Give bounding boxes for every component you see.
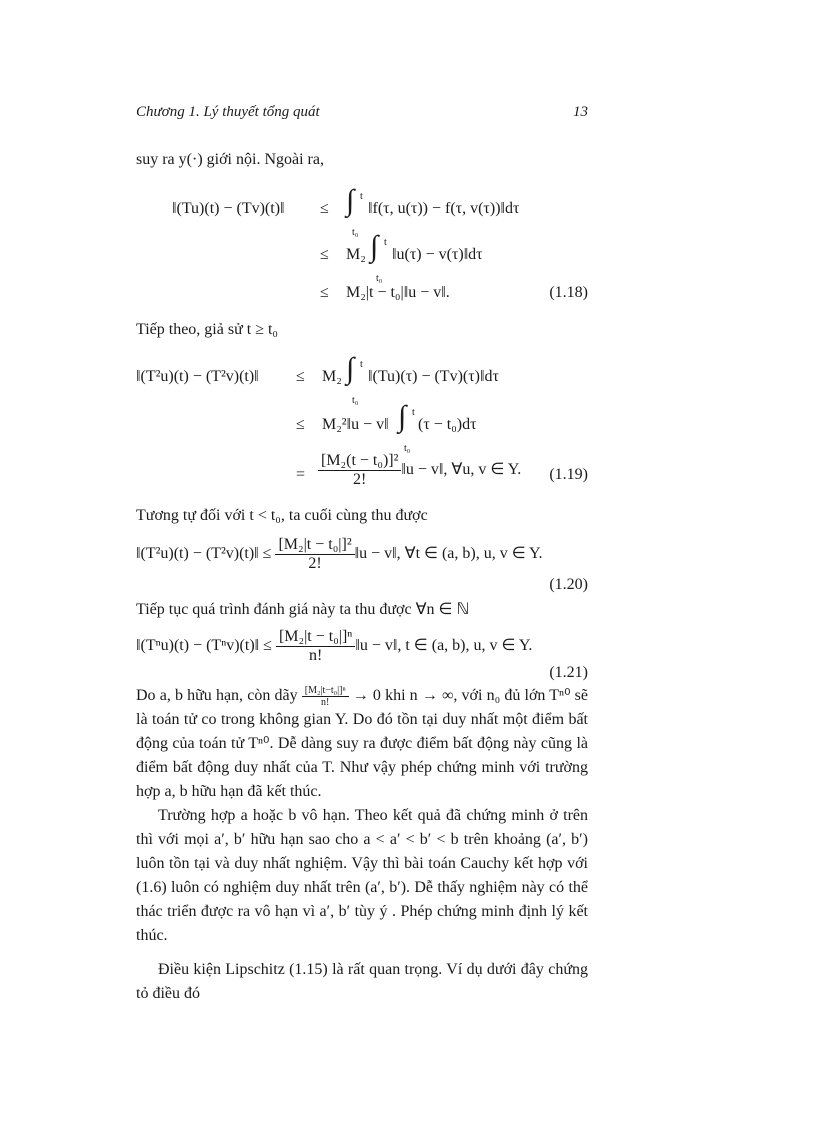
chapter-title: Chương 1. Lý thuyết tổng quát: [136, 104, 320, 120]
integral-sign: ∫: [346, 352, 355, 385]
integral-upper: t: [384, 237, 387, 248]
integral-lower: t₀: [352, 227, 359, 238]
eq-119-rel-3: =: [296, 466, 306, 483]
integral-lower: t₀: [352, 395, 359, 406]
eq-121-lhs: ‖(Tⁿu)(t) − (Tⁿv)(t)‖ ≤: [136, 637, 272, 655]
page-number: 13: [573, 104, 588, 120]
integral-lower: t₀: [376, 273, 383, 284]
eq-label-1-19: (1.19): [549, 466, 588, 483]
frac-numerator: [M₂(t − t₀)]²: [318, 452, 401, 471]
eq-120-lhs: ‖(T²u)(t) − (T²v)(t)‖ ≤: [136, 545, 272, 563]
eq-120-body: [136, 536, 543, 573]
para-5-rest: → 0 khi n → ∞, với n₀ đủ lớn Tⁿ⁰ sẽ là toán tử co trong không gian Y. Do đó tồn tại duy nhất một điểm bất động của toán tử Tⁿ⁰. Dễ dàng suy ra được điểm bất động này cũng là điểm bất động duy nhất của T. Như vậy phép chứng minh với trường hợp a, b hữu hạn đã kết thúc.: [136, 687, 588, 800]
text-block-2: Tiếp theo, giả sử t ≥ t₀: [136, 321, 278, 338]
frac-denominator: 2!: [308, 555, 322, 572]
frac-numerator: [M₂|t − t₀|]²: [275, 536, 354, 555]
eq-119-line-1: ‖(Tu)(τ) − (Tv)(τ)‖dτ: [368, 368, 499, 385]
integral-upper: t: [412, 407, 415, 418]
running-header: [136, 104, 588, 121]
para-5-start: Do a, b hữu hạn, còn dãy: [136, 687, 298, 704]
frac-numerator: [M₂|t−t₀|]ⁿ: [302, 685, 349, 697]
eq-label-1-21: (1.21): [549, 664, 588, 681]
eq-118-rel-2: ≤: [320, 246, 329, 263]
integral-upper: t: [360, 191, 363, 202]
text-block-4: Tiếp tục quá trình đánh giá này ta thu được ∀n ∈ ℕ: [136, 601, 470, 618]
frac-denominator: n!: [321, 696, 330, 708]
eq-119-lhs: ‖(T²u)(t) − (T²v)(t)‖: [136, 368, 259, 385]
integral-sign: ∫: [346, 184, 355, 217]
integral-lower: t₀: [404, 443, 411, 454]
eq-119-line-2: (τ − t₀)dτ: [418, 416, 477, 433]
frac-denominator: n!: [308, 647, 323, 664]
text-block-3: Tương tự đối với t < t₀, ta cuối cùng thu được: [136, 507, 428, 524]
frac-denominator: 2!: [353, 471, 367, 488]
paragraph-5: [136, 684, 588, 804]
paragraph-6: Trường hợp a hoặc b vô hạn. Theo kết quả đã chứng minh ở trên thì với mọi a′, b′ hữu hạn sao cho a < a′ < b′ < b trên khoảng (a′, b′) luôn tồn tại và duy nhất nghiệm. Vậy thì bài toán Cauchy kết hợp với (1.6) luôn có nghiệm duy nhất trên (a′, b′). Dễ thấy nghiệm này có thể thác triển được ra vô hạn vì a′, b′ tùy ý . Phép chứng minh định lý kết thúc.: [136, 807, 588, 944]
integral-upper: t: [360, 359, 363, 370]
eq-118-rel-1: ≤: [320, 200, 329, 217]
paragraph-7: Điều kiện Lipschitz (1.15) là rất quan trọng. Ví dụ dưới đây chứng tỏ điều đó: [136, 961, 588, 1002]
eq-118-lhs: ‖(Tu)(t) − (Tv)(t)‖: [172, 200, 285, 217]
frac-numerator: [M₂|t − t₀|]ⁿ: [276, 628, 355, 647]
eq-121-tail: ‖u − v‖, t ∈ (a, b), u, v ∈ Y.: [355, 637, 533, 655]
eq-119-line-2-head: M₂²‖u − v‖: [322, 416, 389, 433]
eq-119-rel-2: ≤: [296, 416, 305, 433]
m2-symbol: M₂: [346, 246, 366, 263]
eq-120-tail: ‖u − v‖, ∀t ∈ (a, b), u, v ∈ Y.: [354, 545, 543, 563]
eq-label-1-18: (1.18): [549, 284, 588, 301]
eq-118-line-3: M₂|t − t₀|‖u − v‖.: [346, 284, 450, 301]
eq-119-line-3-tail: ‖u − v‖, ∀u, v ∈ Y.: [401, 461, 522, 479]
eq-label-1-20: (1.20): [549, 576, 588, 593]
eq-119-fraction: [318, 452, 521, 489]
eq-118-line-2: ‖u(τ) − v(τ)‖dτ: [392, 246, 483, 263]
integral-sign: ∫: [370, 230, 379, 263]
integral-sign: ∫: [398, 400, 407, 433]
intro-line: suy ra y(·) giới nội. Ngoài ra,: [136, 151, 324, 168]
eq-119-rel-1: ≤: [296, 368, 305, 385]
eq-118-rel-3: ≤: [320, 284, 329, 301]
eq-118-line-1: ‖f(τ, u(τ)) − f(τ, v(τ))‖dτ: [368, 200, 520, 217]
eq-121-body: [136, 628, 532, 665]
m2-symbol: M₂: [322, 368, 342, 385]
